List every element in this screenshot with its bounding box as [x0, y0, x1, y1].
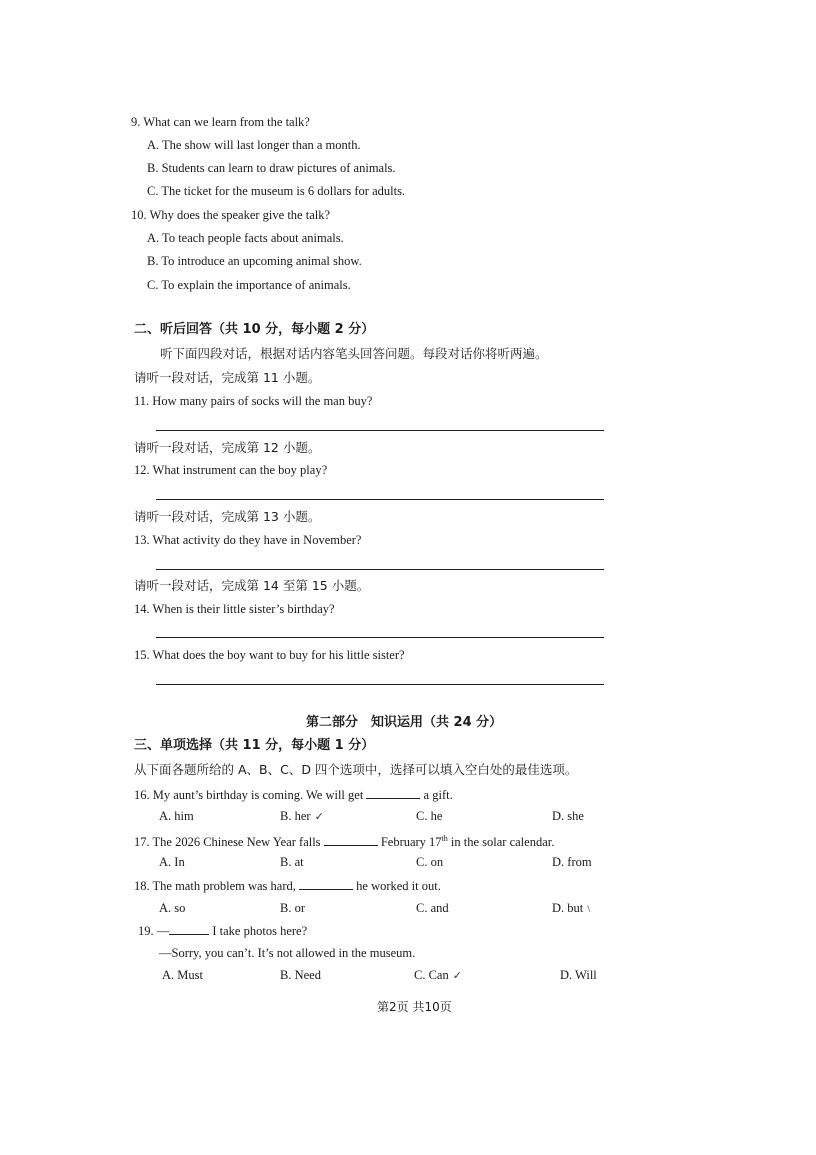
question-16-blank[interactable] — [366, 786, 420, 799]
question-17-option-b[interactable]: B. at — [280, 855, 304, 869]
question-17-stem-start: 17. The 2026 Chinese New Year falls — [134, 835, 321, 850]
answer-line-12[interactable] — [156, 499, 604, 500]
question-17-stem-middle: February 17 — [380, 835, 442, 850]
question-10-option-b: B. To introduce an upcoming animal show. — [147, 254, 362, 268]
section-3-instruction: 从下面各题所给的 A、B、C、D 四个选项中，选择可以填入空白处的最佳选项。 — [134, 762, 578, 777]
question-10-option-c: C. To explain the importance of animals. — [147, 278, 351, 292]
question-9-option-a: A. The show will last longer than a month. — [147, 138, 361, 152]
question-16 — [134, 786, 453, 803]
question-19-reply: —Sorry, you can’t. It’s not allowed in the museum. — [159, 946, 416, 960]
section-2-heading: 二、听后回答（共 10 分，每小题 2 分） — [134, 322, 375, 337]
question-19-stem-end: I take photos here? — [212, 924, 308, 938]
answer-line-15[interactable] — [156, 684, 604, 685]
question-19-option-a[interactable]: A. Must — [162, 968, 203, 982]
question-11: 11. How many pairs of socks will the man buy? — [134, 394, 373, 408]
question-16-stem-end: a gift. — [423, 788, 453, 802]
question-17-ordinal: th — [441, 834, 448, 843]
tick-mark-icon: \ — [587, 903, 591, 915]
question-19-option-c-label: C. Can — [414, 968, 449, 982]
question-19 — [138, 922, 307, 939]
question-16-option-a[interactable]: A. him — [159, 809, 194, 823]
question-19-option-d[interactable]: D. Will — [560, 968, 597, 982]
prompt-13: 请听一段对话，完成第 13 小题。 — [134, 509, 321, 524]
prompt-14: 请听一段对话，完成第 14 至第 15 小题。 — [134, 578, 370, 593]
question-9-stem: 9. What can we learn from the talk? — [131, 115, 310, 129]
question-19-blank[interactable] — [169, 922, 209, 935]
question-18-option-d-label: D. but — [552, 901, 584, 915]
question-16-option-c[interactable]: C. he — [416, 809, 443, 823]
question-14: 14. When is their little sister’s birthday? — [134, 602, 335, 616]
question-19-stem-start: 19. — — [138, 924, 170, 938]
question-10-option-a: A. To teach people facts about animals. — [147, 231, 344, 245]
question-18-stem-start: 18. The math problem was hard, — [134, 879, 296, 893]
question-18-option-a[interactable]: A. so — [159, 901, 186, 915]
answer-line-14[interactable] — [156, 637, 604, 638]
question-18-option-b[interactable]: B. or — [280, 901, 305, 915]
question-12: 12. What instrument can the boy play? — [134, 463, 328, 477]
answer-line-11[interactable] — [156, 430, 604, 431]
check-mark-icon: ✓ — [452, 970, 462, 982]
question-17-option-d[interactable]: D. from — [552, 855, 592, 869]
question-17-option-c[interactable]: C. on — [416, 855, 444, 869]
question-18 — [134, 877, 441, 894]
question-18-option-d[interactable] — [552, 900, 590, 917]
prompt-11: 请听一段对话，完成第 11 小题。 — [134, 370, 321, 385]
question-17-blank[interactable] — [324, 833, 378, 846]
question-17 — [134, 831, 554, 850]
question-18-option-c[interactable]: C. and — [416, 901, 449, 915]
page-number: 第2页 共10页 — [377, 1000, 452, 1014]
question-9-option-b: B. Students can learn to draw pictures of animals. — [147, 161, 396, 175]
question-9-option-c: C. The ticket for the museum is 6 dollars for adults. — [147, 184, 406, 198]
question-18-stem-end: he worked it out. — [356, 879, 441, 893]
question-17-option-a[interactable]: A. In — [159, 855, 185, 869]
part-2-title: 第二部分 知识运用（共 24 分） — [306, 715, 503, 730]
question-15: 15. What does the boy want to buy for his little sister? — [134, 648, 405, 662]
question-19-option-b[interactable]: B. Need — [280, 968, 321, 982]
question-19-option-c[interactable] — [414, 967, 462, 984]
question-18-blank[interactable] — [299, 877, 353, 890]
question-10-stem: 10. Why does the speaker give the talk? — [131, 208, 331, 222]
prompt-12: 请听一段对话，完成第 12 小题。 — [134, 440, 321, 455]
question-17-stem-end: in the solar calendar. — [447, 835, 555, 850]
section-3-heading: 三、单项选择（共 11 分，每小题 1 分） — [134, 738, 375, 753]
question-16-option-d[interactable]: D. she — [552, 809, 584, 823]
question-16-option-b[interactable] — [280, 808, 324, 825]
question-16-option-b-label: B. her — [280, 809, 311, 823]
question-16-stem-start: 16. My aunt’s birthday is coming. We will get — [134, 788, 364, 802]
section-2-instruction: 听下面四段对话，根据对话内容笔头回答问题。每段对话你将听两遍。 — [160, 346, 548, 361]
check-mark-icon: ✓ — [314, 811, 324, 823]
question-13: 13. What activity do they have in November? — [134, 533, 362, 547]
answer-line-13[interactable] — [156, 569, 604, 570]
